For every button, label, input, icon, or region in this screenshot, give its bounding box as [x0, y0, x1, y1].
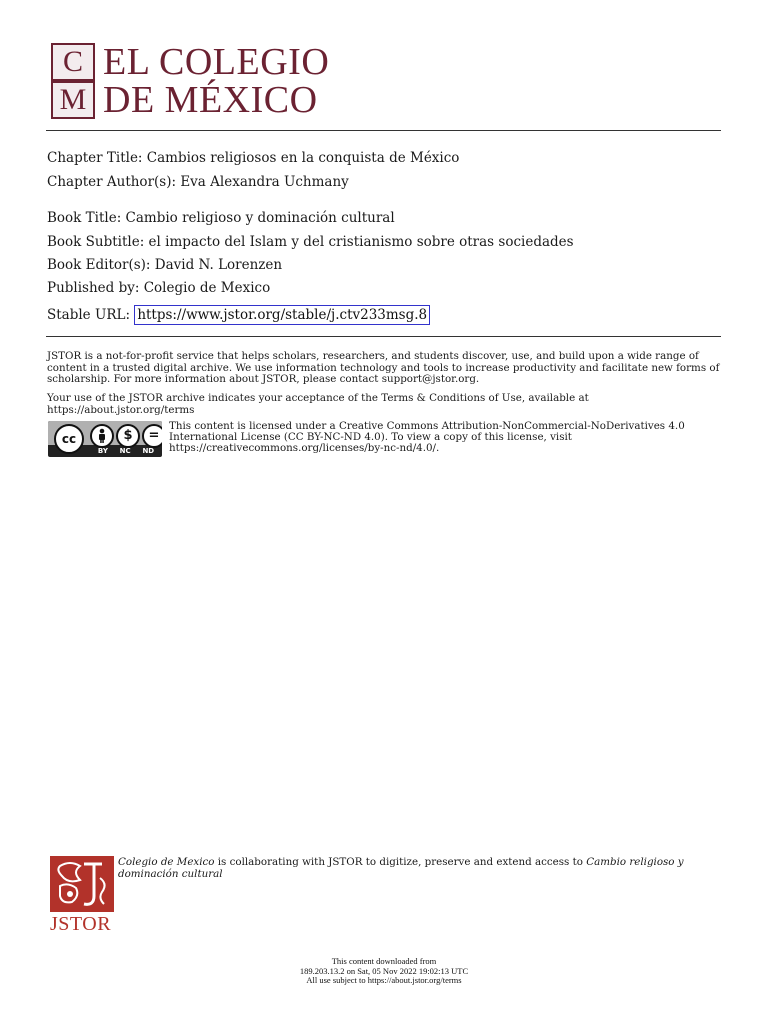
- book-title-label: Book Title:: [47, 210, 126, 226]
- publisher-name-line2: DE MÉXICO: [103, 79, 318, 121]
- jstor-emblem-icon: [50, 856, 114, 912]
- collab-publisher: Colegio de Mexico: [118, 856, 215, 868]
- chapter-title-row: [47, 150, 459, 166]
- book-subtitle-label: Book Subtitle:: [47, 234, 149, 250]
- footer-line-2: 189.203.13.2 on Sat, 05 Nov 2022 19:02:13 UTC: [299, 965, 469, 976]
- footer-line-1: This content downloaded from: [331, 956, 437, 966]
- collab-text: is collaborating with JSTOR to digitize, preserve and extend access to: [214, 856, 587, 868]
- cc-label-nc: NC: [119, 447, 131, 455]
- monogram-letter-m: M: [53, 83, 93, 117]
- license-text: This content is licensed under a Creative Commons Attribution-NonCommercial-NoDerivatives 4.0 International License (CC BY-NC-ND 4.0). To view a copy of this license, visit https://creativecommons.org/licenses/by-nc-nd/4.0/.: [169, 420, 685, 454]
- middle-divider: [46, 336, 721, 337]
- jstor-about-text: JSTOR is a not-for-profit service that helps scholars, researchers, and students discover, use, and build upon a wide range of content in a trusted digital archive. We use information technology and tools to increase productivity and facilitate new forms of scholarship. For more information about JSTOR, please contact support@jstor.org.: [47, 350, 720, 385]
- book-editor-label: Book Editor(s):: [47, 257, 155, 273]
- chapter-author-row: [47, 174, 349, 190]
- cc-label-nd: ND: [142, 447, 155, 455]
- terms-text: Your use of the JSTOR archive indicates your acceptance of the Terms & Conditions of Use, available at https://about.jstor.org/terms: [47, 392, 589, 416]
- monogram-letter-c: C: [53, 45, 93, 79]
- nc-dollar-icon: $: [116, 424, 140, 448]
- chapter-author: Eva Alexandra Uchmany: [180, 174, 349, 190]
- stable-url-row: [47, 307, 430, 323]
- cc-label-by: BY: [97, 447, 108, 455]
- book-subtitle: el impacto del Islam y del cristianismo sobre otras sociedades: [148, 234, 574, 250]
- chapter-author-label: Chapter Author(s):: [47, 174, 181, 190]
- stable-url-label: Stable URL:: [47, 307, 135, 323]
- colegio-de-mexico-logo: [51, 43, 329, 119]
- jstor-wordmark: JSTOR: [50, 913, 112, 935]
- book-title: Cambio religioso y dominación cultural: [125, 210, 395, 226]
- top-divider: [46, 130, 721, 131]
- cc-badge-labels: [92, 447, 160, 455]
- chapter-title: Cambios religiosos en la conquista de México: [146, 150, 460, 166]
- publisher-name-line1: EL COLEGIO: [103, 41, 330, 83]
- cc-license-badge[interactable]: [48, 421, 162, 457]
- cc-icon: cc: [54, 424, 84, 454]
- book-subtitle-row: [47, 234, 574, 250]
- stable-url-link[interactable]: https://www.jstor.org/stable/j.ctv233msg.8: [134, 305, 430, 325]
- published-by-label: Published by:: [47, 280, 144, 296]
- book-editor-row: [47, 257, 282, 273]
- published-by-row: [47, 280, 270, 296]
- collaboration-statement: [118, 857, 708, 880]
- collab-work: Cambio religioso y dominación cultural: [118, 856, 684, 880]
- by-person-icon: [90, 424, 114, 448]
- cm-monogram: [51, 43, 95, 119]
- download-footer: [0, 957, 768, 986]
- book-editor: David N. Lorenzen: [154, 257, 283, 273]
- footer-line-3: All use subject to https://about.jstor.org/terms: [306, 975, 462, 985]
- chapter-title-label: Chapter Title:: [47, 150, 147, 166]
- published-by: Colegio de Mexico: [143, 280, 271, 296]
- nd-equals-icon: =: [142, 424, 162, 448]
- jstor-logo: [50, 856, 116, 934]
- book-title-row: [47, 210, 395, 226]
- publisher-name: [103, 43, 329, 119]
